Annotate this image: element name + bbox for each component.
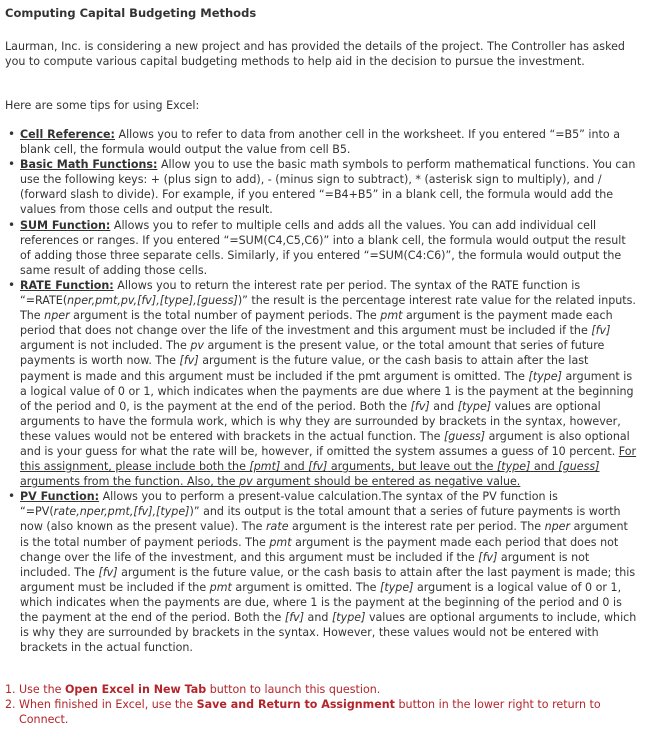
arg-pmt: pmt xyxy=(209,580,232,594)
arg-pv: pv xyxy=(190,339,204,353)
arg-type: [type] xyxy=(457,399,492,413)
intro-paragraph: Laurman, Inc. is considering a new project and has provided the details of the project. The Controller has asked you to compute various capital budgeting methods to help aid in the decision to pursue the investment. xyxy=(5,40,625,69)
rate-text: Allows you to return the interest rate per period. The syntax of the RATE function is “=RATE( xyxy=(20,278,581,308)
pv-text: Allows you to perform a present-value calculation.The syntax of the PV function is “=PV( xyxy=(20,490,558,519)
pv-text: )” and its output is the total amount that a series of future payments is worth now (also known as the present value). The xyxy=(20,505,621,534)
save-return-button-label: Save and Return to Assignment xyxy=(196,698,395,712)
arg-type: [type] xyxy=(331,611,366,624)
pv-text: argument is omitted. The xyxy=(231,580,381,594)
rate-text: argument is the total number of payment periods. The xyxy=(69,309,381,323)
arg-type: [type] xyxy=(528,369,562,383)
arg-fv: [fv] xyxy=(478,550,498,564)
arg-pmt: pmt xyxy=(269,535,292,549)
pv-text: and xyxy=(304,611,332,624)
sum-function-text: Allows you to refer to multiple cells and adds all the values. You can add individual cell references or ranges. If you entered “=SUM(C4,C5,C6)” into a blank cell, the formula would output the result of adding those three separate cells. Similarly, if you entered “=SUM(C4:C6)”, the formula would output the same result of adding those cells. xyxy=(20,218,626,277)
arg-type: [type] xyxy=(496,460,531,474)
open-excel-button-label: Open Excel in New Tab xyxy=(64,683,207,696)
arg-nper: nper xyxy=(544,520,571,534)
step-item xyxy=(5,682,645,697)
tips-heading: Here are some tips for using Excel: xyxy=(5,99,200,112)
arg-fv: [fv] xyxy=(179,354,199,368)
step-number: 1. xyxy=(5,683,16,696)
basic-math-text: Allow you to use the basic math symbols to perform mathematical functions. You can use the following keys: + (plus sign to add), - (minus sign to subtract), * (asterisk sign to multiply), and / (forward slash to divide). For example, if you entered “=B4+B5” in a blank cell, the formula would add the values from those cells and output the result. xyxy=(20,158,636,217)
page-title: Computing Capital Budgeting Methods xyxy=(5,6,257,20)
instruction-text: arguments from the function. Also, the xyxy=(20,475,240,489)
rate-text: )” the result is the percentage interest rate value for the related inputs. The xyxy=(20,294,636,323)
rate-text: argument is a logical value of 0 or 1, which indicates when the payments are due where 1 is the payment at the beginning of the period and 0, is the payment at the end of the period. Both the xyxy=(20,369,634,413)
rate-text: argument is the payment made each period that does not change over the life of the investment and this argument must be included if the xyxy=(20,309,613,338)
term-cell-reference: Cell Reference: xyxy=(20,128,115,141)
arg-fv: [fv] xyxy=(98,565,118,579)
rate-text: values are optional arguments to have the formula work, which is why they are surrounded by brackets in the syntax, however, these values would not be entered with brackets in the actual function. The xyxy=(20,399,621,443)
pv-syntax: rate,nper,pmt,[fv],[type] xyxy=(53,505,190,519)
arg-fv: [fv] xyxy=(308,460,328,474)
instruction-steps xyxy=(5,682,645,727)
arg-nper: nper xyxy=(44,309,70,323)
arg-guess: [guess] xyxy=(443,429,486,443)
step-text: When finished in Excel, use the xyxy=(19,698,197,712)
instruction-text: and xyxy=(280,460,309,474)
arg-pv: pv xyxy=(239,475,253,489)
step-number: 2. xyxy=(5,698,16,712)
arg-pmt: pmt xyxy=(380,309,403,323)
rate-text: and xyxy=(429,399,458,413)
term-sum-function: SUM Function: xyxy=(20,218,111,232)
list-item-basic-math xyxy=(8,157,638,217)
pv-text: argument is a logical value of 0 or 1, which indicates when the payments are due, where 1 is the payment at the beginning of the period and 0 is the payment at the end of the period. Both the xyxy=(20,580,622,624)
arg-type: [type] xyxy=(380,580,414,594)
arg-fv: [fv] xyxy=(284,611,305,624)
pv-text: values are optional arguments to include, which is why they are surrounded by brackets in the syntax. However, these values would not be entered with brackets in the actual function. xyxy=(20,611,637,655)
pv-text: argument is the future value, or the cash basis to attain after the last payment is made; this argument must be included if the xyxy=(20,565,636,594)
arg-rate: rate xyxy=(265,520,289,534)
instruction-text: For this assignment, please include both the xyxy=(20,444,637,474)
arg-guess: [guess] xyxy=(558,460,600,474)
arg-fv: [fv] xyxy=(410,399,430,413)
list-item-rate-function xyxy=(8,278,638,489)
rate-text: argument is the present value, or the total amount that series of future payments is worth now. The xyxy=(20,339,605,368)
step-text: button to launch this question. xyxy=(206,683,381,696)
list-item-pv-function xyxy=(8,489,638,655)
arg-fv: [fv] xyxy=(591,324,611,338)
pv-text: argument is the interest rate per period. The xyxy=(288,520,545,534)
term-basic-math: Basic Math Functions: xyxy=(20,158,158,172)
step-text: Use the xyxy=(19,683,65,696)
rate-text: argument is also optional and is your guess for what the rate will be, however, if omitted the system assumes a guess of 10 percent. xyxy=(20,429,630,458)
list-item-cell-reference xyxy=(8,127,638,157)
instruction-text: arguments, but leave out the xyxy=(327,460,497,474)
pv-text: argument is the payment made each period that does not change over the life of the investment, and this argument must be included if the xyxy=(20,535,619,564)
cell-reference-text: Allows you to refer to data from another cell in the worksheet. If you entered “=B5” into a blank cell, the formula would output the value from cell B5. xyxy=(20,128,621,157)
arg-pmt: [pmt] xyxy=(249,460,281,474)
term-pv-function: PV Function: xyxy=(20,490,100,504)
list-item-sum-function xyxy=(8,218,638,278)
step-item xyxy=(5,697,645,727)
instruction-text: argument should be entered as negative value. xyxy=(252,475,521,489)
instruction-text: and xyxy=(530,460,559,474)
pv-text: argument is the total number of payment periods. The xyxy=(20,520,628,549)
excel-tips-list xyxy=(8,127,638,655)
step-text: button in the lower right to return to Connect. xyxy=(19,698,601,727)
term-rate-function: RATE Function: xyxy=(20,278,114,292)
rate-text: argument is not included. The xyxy=(20,339,191,353)
rate-text: argument is the future value, or the cash basis to attain after the last payment is made and this argument must be included if the pmt argument is omitted. The xyxy=(20,354,589,383)
pv-text: argument is not included. The xyxy=(20,550,590,579)
rate-syntax: nper,pmt,pv,[fv],[type],[guess] xyxy=(67,294,238,308)
